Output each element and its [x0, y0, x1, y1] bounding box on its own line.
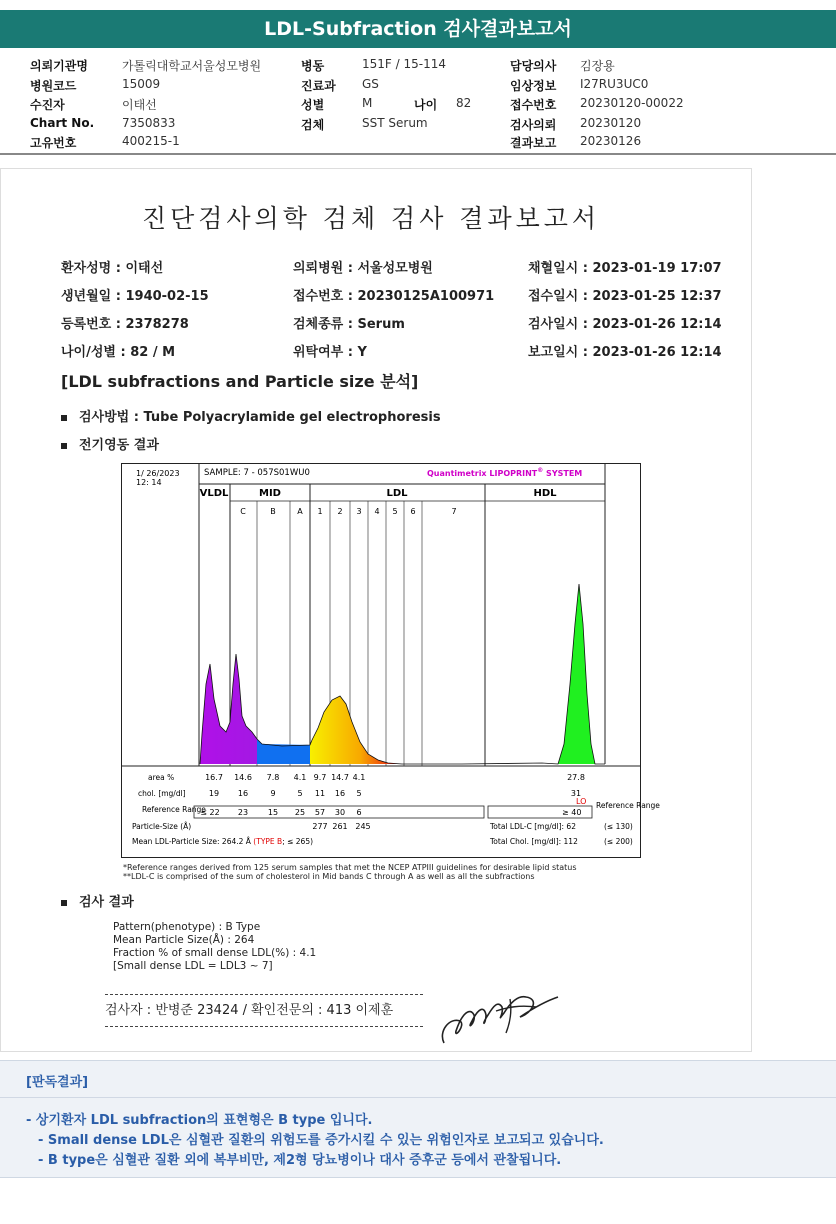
group-label: VLDL: [199, 488, 229, 499]
bullet-icon: [61, 415, 67, 421]
field-label: 임상정보: [510, 79, 557, 93]
band-label: 4: [374, 507, 380, 516]
area-row: [205, 773, 585, 782]
field-value: 이태선: [122, 98, 157, 112]
interpretation-panel: [0, 1060, 836, 1178]
scanned-report: [0, 168, 752, 1052]
ref-value: 57: [314, 808, 326, 817]
field-label: 접수번호: [510, 98, 557, 112]
band-label: C: [240, 507, 246, 516]
section-title: [LDL subfractions and Particle size 분석]: [61, 372, 419, 391]
field-label: 진료과: [301, 79, 336, 93]
band-label: 6: [410, 507, 416, 516]
field-label: 결과보고: [510, 136, 557, 150]
band-mid-blue: [257, 739, 310, 764]
particle-size-label: Particle-Size (Å): [132, 822, 192, 831]
particle-value: 245: [355, 822, 371, 831]
band-label: A: [297, 507, 303, 516]
chol-row: [209, 789, 581, 798]
chol-value: 31: [570, 789, 582, 798]
row-chol-label: chol. [mg/dl]: [138, 789, 186, 798]
area-value: 9.7: [313, 773, 327, 782]
band-label: 5: [392, 507, 398, 516]
field-label: 병동: [301, 59, 325, 73]
brand-registered: ®: [537, 467, 544, 474]
chol-value: 9: [270, 789, 276, 798]
mean-type-text: (TYPE B: [250, 837, 283, 846]
patient-name: 환자성명 : 이태선: [61, 261, 164, 276]
total-ldl: Total LDL-C [mg/dl]: 62: [490, 822, 576, 831]
row-ref-label: Reference Range: [142, 805, 206, 814]
group-label: MID: [259, 488, 281, 499]
band-label: 7: [451, 507, 457, 516]
hdl-low-flag: LO: [576, 797, 587, 806]
particle-row: [312, 822, 370, 831]
chol-value: 16: [334, 789, 346, 798]
mean-ldl-size: [132, 837, 313, 846]
field-label: 수진자: [30, 98, 65, 112]
chart-date: 1/ 26/2023: [136, 469, 180, 478]
result-line: Pattern(phenotype) : B Type: [113, 921, 261, 933]
area-value: 14.6: [234, 773, 252, 782]
result-line: [Small dense LDL = LDL3 ~ 7]: [113, 960, 273, 972]
group-label: LDL: [386, 488, 408, 499]
report-time: 보고일시 : 2023-01-26 12:14: [528, 345, 722, 360]
field-label: 의뢰기관명: [30, 59, 88, 73]
field-label: 나이: [414, 98, 438, 112]
ref-right-label: Reference Range: [596, 801, 660, 810]
brand-system: SYSTEM: [543, 469, 583, 478]
band-label: 1: [317, 507, 323, 516]
area-value: 4.1: [293, 773, 307, 782]
area-value: 14.7: [331, 773, 349, 782]
field-label: 검사의뢰: [510, 118, 557, 132]
collection-time: 채혈일시 : 2023-01-19 17:07: [528, 261, 722, 276]
interpretation-line: - 상기환자 LDL subfraction의 표현형은 B type 입니다.: [26, 1113, 373, 1128]
outsourced: 위탁여부 : Y: [293, 345, 367, 360]
field-value: 20230126: [580, 134, 642, 148]
ref-value: 15: [267, 808, 279, 817]
bullet-icon: [61, 443, 67, 449]
interpretation-divider: [0, 1097, 836, 1098]
total-chol-ref: (≤ 200): [604, 837, 633, 846]
birth-date: 생년월일 : 1940-02-15: [61, 289, 209, 304]
hdl-ref: ≥ 40: [562, 808, 582, 817]
band-label: B: [270, 507, 276, 516]
band-label: 2: [337, 507, 343, 516]
field-value: I27RU3UC0: [580, 77, 649, 91]
band-label: 3: [356, 507, 362, 516]
document-title: 진단검사의학 검체 검사 결과보고서: [141, 204, 601, 233]
mean-ldl-size-text: Mean LDL-Particle Size: 264.2 Å: [132, 837, 251, 846]
field-label: 고유번호: [30, 136, 77, 150]
particle-value: 261: [332, 822, 348, 831]
specimen-type: 검체종류 : Serum: [293, 317, 405, 332]
interpretation-line: - B type은 심혈관 질환 외에 복부비만, 제2형 당뇨병이나 대사 증후군 등에서 관찰됩니다.: [38, 1153, 562, 1168]
ref-value: 6: [356, 808, 362, 817]
receipt-number: 접수번호 : 20230125A100971: [293, 289, 495, 304]
area-value: 4.1: [352, 773, 366, 782]
field-value: 김장용: [580, 59, 615, 73]
total-ldl-ref: (≤ 130): [604, 822, 633, 831]
mean-ref-text: ; ≤ 265): [282, 837, 314, 846]
footnote-1: *Reference ranges derived from 125 serum samples that met the NCEP ATPIII guidelines for desirable lipid status: [123, 863, 577, 872]
receipt-time: 접수일시 : 2023-01-25 12:37: [528, 289, 722, 304]
footnote-2: **LDL-C is comprised of the sum of cholesterol in Mid bands C through A as well as all the subfractions: [123, 872, 535, 881]
field-label: Chart No.: [30, 116, 95, 130]
chol-value: 11: [314, 789, 326, 798]
group-label: HDL: [533, 488, 557, 499]
field-value: 82: [456, 96, 472, 110]
field-value: 7350833: [122, 116, 176, 130]
header-divider: [0, 153, 836, 155]
registration-number: 등록번호 : 2378278: [61, 317, 189, 332]
report-title: LDL-Subfraction 검사결과보고서: [264, 18, 572, 40]
chart-brand: [427, 467, 582, 478]
area-value: 16.7: [205, 773, 223, 782]
chol-value: 5: [297, 789, 303, 798]
profile-outline: [200, 584, 605, 764]
band-labels: [240, 507, 456, 516]
brand-name: Quantimetrix LIPOPRINT: [427, 469, 538, 478]
test-time: 검사일시 : 2023-01-26 12:14: [528, 317, 722, 332]
total-chol: Total Chol. [mg/dl]: 112: [490, 837, 578, 846]
age-sex: 나이/성별 : 82 / M: [61, 345, 176, 360]
row-area-label: area %: [148, 773, 175, 782]
field-label: 병원코드: [30, 79, 77, 93]
result-heading-text: 검사 결과: [79, 895, 134, 910]
particle-value: 277: [312, 822, 328, 831]
signature-dash-top: [105, 994, 423, 995]
signature-dash-bottom: [105, 1026, 423, 1027]
ref-row: [200, 808, 361, 817]
group-labels: [200, 488, 558, 499]
field-value: 400215-1: [122, 134, 180, 148]
handwritten-signature: [436, 987, 566, 1049]
field-value: 20230120: [580, 116, 642, 130]
header-info: [0, 52, 836, 152]
chol-value: 16: [237, 789, 249, 798]
field-value: SST Serum: [362, 116, 428, 130]
ref-value: 30: [334, 808, 346, 817]
chol-value: 19: [208, 789, 220, 798]
ldl-peak: [310, 696, 402, 764]
area-value: 27.8: [567, 773, 585, 782]
result-line: Fraction % of small dense LDL(%) : 4.1: [113, 947, 317, 959]
requesting-hospital: 의뢰병원 : 서울성모병원: [293, 261, 433, 276]
lipoprint-chart: [121, 463, 660, 858]
ref-value: 23: [237, 808, 249, 817]
electro-line: [61, 434, 159, 453]
field-label: 담당의사: [510, 59, 557, 73]
field-value: M: [362, 96, 373, 110]
interpretation-line: - Small dense LDL은 심혈관 질환의 위험도를 증가시킬 수 있는 위험인자로 보고되고 있습니다.: [38, 1133, 604, 1148]
bullet-icon: [61, 900, 67, 906]
field-value: 가톨릭대학교서울성모병원: [122, 59, 262, 73]
signature-line: 검사자 : 반병준 23424 / 확인전문의 : 413 이제훈: [105, 1003, 394, 1018]
field-value: GS: [362, 77, 379, 91]
field-label: 검체: [301, 118, 325, 132]
result-line: Mean Particle Size(Å) : 264: [113, 934, 255, 946]
field-value: 20230120-00022: [580, 96, 684, 110]
electro-text: 전기영동 결과: [79, 438, 159, 453]
signature-stroke: [442, 997, 558, 1043]
report-title-bar: [0, 10, 836, 48]
chart-sample: SAMPLE: 7 - 057S01WU0: [204, 468, 310, 478]
method-line: [61, 406, 441, 425]
area-value: 7.8: [266, 773, 280, 782]
field-label: 성별: [301, 98, 325, 112]
field-value: 15009: [122, 77, 161, 91]
interpretation-title: [판독결과]: [26, 1075, 89, 1090]
method-text: 검사방법 : Tube Polyacrylamide gel electrophoresis: [79, 410, 441, 425]
ref-value: 25: [294, 808, 306, 817]
field-value: 151F / 15-114: [362, 57, 446, 71]
result-block: [113, 921, 316, 973]
lipoprint-svg: [122, 464, 660, 857]
result-heading: [61, 891, 134, 910]
chart-time: 12: 14: [136, 478, 162, 487]
chol-value: 5: [356, 789, 362, 798]
ref-value: ≤ 22: [200, 808, 220, 817]
